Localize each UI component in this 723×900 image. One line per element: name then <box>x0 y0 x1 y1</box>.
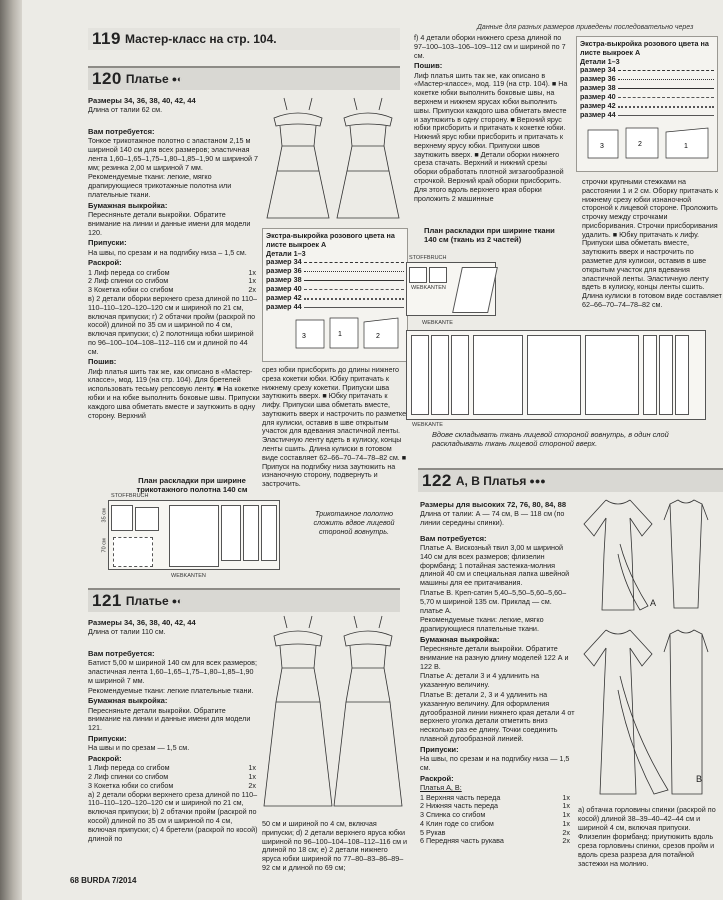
model-122-number: 122 <box>422 470 452 490</box>
cutting-heading: Раскрой: <box>88 754 122 764</box>
pattern-piece <box>221 505 241 561</box>
sewing-heading: Пошив: <box>414 61 443 71</box>
size-label: размер 34 <box>580 65 616 75</box>
model-121-title: Платье <box>125 593 169 608</box>
cut-item: 2 Лиф спинки со сгибом <box>88 276 169 286</box>
difficulty-icon: ●●● <box>529 475 546 486</box>
size-label: размер 44 <box>580 110 616 120</box>
model-120-header <box>88 66 400 90</box>
cut-item: 1 Верхняя часть переда <box>420 792 501 802</box>
model-122-cutting-continued <box>578 806 722 869</box>
allowances-heading: Припуски: <box>420 744 459 754</box>
cut-qty: 2x <box>562 836 570 846</box>
fold-label: STOFFBRUCH <box>409 255 447 261</box>
size-label: размер 34 <box>266 257 302 267</box>
pattern-text: Пересняньте детали выкройки. Обратите внимание на линии и данные имени для модели 120. <box>88 210 251 237</box>
size-label: размер 36 <box>580 74 616 84</box>
need-heading: Вам потребуется: <box>88 127 155 137</box>
sizes: Размеры 34, 36, 38, 40, 42, 44 <box>88 618 196 627</box>
cut-qty: 1x <box>248 772 256 782</box>
interfacing-text: Флизелин формбанд: приутюжить вдоль среза горловины спинки, срезов пройм и вдоль среза разреза для потайной застежки на молнию. <box>578 832 715 868</box>
extra-pattern-parts: Детали 1–3 <box>266 248 306 258</box>
magazine-page <box>22 0 723 900</box>
cut-item: 3 Кокетка юбки со сгибом <box>88 780 174 790</box>
cut-qty: 1x <box>248 267 256 277</box>
model-119-title: Мастер-класс на стр. 104. <box>124 31 277 46</box>
pattern-text: Пересняньте детали выкройки. Обратите внимание на линии и данные имени для модели 121. <box>88 705 251 733</box>
model-120-number: 120 <box>92 68 122 88</box>
cut-text: а) 2 детали оборки верхнего среза длиной по 110–110–110–120–120–120 см и шириной по 21 см, включая припуски; b) 2 обтачки пройм (раскрой по косой) длиной по 35 см и шириной по 4 см, включая припуски; с) 4 бретели (раскрой по косой) длиной по <box>88 789 258 843</box>
model-119-number: 119 <box>92 28 121 48</box>
svg-text:2: 2 <box>638 141 642 149</box>
far-right-sewing-text: строчки крупными стежками на расстоянии 1 и 2 см. Оборку притачать к нижнему срезу юбки изнаночной стороной к лицевой стороне. Проложить строчку между строчками присборивания. Строчки присборивания удалить. ■ Юбку притачать к лифу. Припуски шва обметать вместе, заутюжить вверх и настрочить по разметке для кулиски, оставив в шве открытым участок для вдевания эластичной ленты. Эластичную ленту вдеть в кулиску, концы ленты сшить. Длина кулиски в готовом виде составляет 62–66–70–74–78–82 см. <box>582 177 722 309</box>
model-120-layout-plan <box>108 493 280 579</box>
selvage-label: WEBKANTEN <box>171 573 206 579</box>
sizes: Размеры для высоких 72, 76, 80, 84, 88 <box>420 500 567 509</box>
cm-label: 35 см <box>101 508 108 523</box>
model-121-layout-heading: План раскладки при ширине ткани 140 см (ткань из 2 частей) <box>424 226 555 245</box>
cut-item: 1 Лиф переда со сгибом <box>88 763 170 773</box>
pattern-piece <box>409 267 427 283</box>
pattern-piece <box>113 537 153 567</box>
cut-text: в) 2 детали оборки верхнего среза длиной по 110–110–110–120–120–120 см и шириной по 21 см, включая припуски; г) 2 обтачки пройм (раскрой по косой) длиной по 35 см и шириной по 4 см, включая припуски; с) 2 полотнища юбки шириной по 96–100–104–108–112–116 см и длиной по 44 см. <box>88 293 257 356</box>
selvage-label: WEBKANTE <box>412 422 443 428</box>
pattern-piece <box>411 335 429 415</box>
model-120-extra-pattern-box <box>262 228 408 362</box>
pattern-piece <box>135 507 159 531</box>
pattern-pieces-thumbnail <box>580 122 714 162</box>
cutting-heading: Раскрой: <box>420 773 454 783</box>
cut-text: f) 4 детали оборки нижнего среза длиной по 97–100–103–106–109–112 см и шириной по 7 см. <box>414 33 566 60</box>
cut-qty: 1x <box>562 818 570 828</box>
model-121-dress-sketch <box>262 614 412 814</box>
size-label: размер 40 <box>580 92 616 102</box>
length: Длина от талии 62 см. <box>88 105 163 115</box>
svg-text:3: 3 <box>302 333 306 341</box>
size-label: размер 42 <box>266 293 302 303</box>
size-label: размер 38 <box>580 83 616 93</box>
pattern-piece <box>527 335 581 415</box>
cut-qty: 1x <box>562 801 570 811</box>
selvage-label: WEBKANTE <box>422 320 453 326</box>
pattern-heading: Бумажная выкройка: <box>88 696 168 706</box>
need-text: Батист 5,00 м шириной 140 см для всех размеров; эластичная лента 1,60–1,65–1,75–1,80–1,85–1,90 м шириной 7 мм. <box>88 658 257 685</box>
model-122-title: А, В Платья <box>455 473 527 488</box>
recommended-fabrics: Рекомендуемые ткани: легкие, мягко драпирующиеся плательные ткани. <box>420 615 544 634</box>
svg-text:3: 3 <box>600 143 604 151</box>
pattern-piece <box>169 505 219 567</box>
cutting-subheading: Платья А, В: <box>420 782 462 792</box>
model-121-extra-pattern-box <box>576 36 718 172</box>
pattern-heading: Бумажная выкройка: <box>88 200 168 210</box>
recommended-fabrics: Рекомендуемые ткани: легкие плательные ткани. <box>88 685 254 695</box>
cut-qty: 1x <box>562 792 570 802</box>
pattern-piece <box>451 335 469 415</box>
cut-qty: 1x <box>248 276 256 286</box>
size-label: размер 36 <box>266 266 302 276</box>
size-line <box>580 111 714 120</box>
length: Длина от талии 110 см. <box>88 627 166 637</box>
cut-row <box>420 837 570 846</box>
pattern-piece <box>431 335 449 415</box>
model-120-layout-heading: План раскладки при ширине трикотажного полотна 140 см <box>136 476 248 495</box>
model-120-sewing-continued: срез юбки присборить до длины нижнего среза кокетки юбки. Юбку притачать к нижнему срезу кокетки. Припуски шва заутюжить вверх. ■ Юбку притачать к лифу. Припуски шва обметать вместе, заутюжить вверх и настрочить по разметке для кулиски, оставив в шве открытым участок для вдевания эластичной ленты. Эластичную ленту вдеть в кулиску, концы ленты сшить. Длина кулиски в готовом виде составляет 62–66–70–74–78–82 см. ■ Припуск на подгибку низа заутюжить на изнаночную сторону, подвернуть и застрочить. <box>262 365 407 489</box>
model-121-number: 121 <box>92 590 122 610</box>
cut-item: 3 Кокетка юбки со сгибом <box>88 285 174 295</box>
sewing-text: Лиф платья шить так же, как описано в «Мастер-классе», мод. 119 (на стр. 104). ■ На кокетке юбки выполнить боковые швы, на верхнем и нижнем ярусах юбки выполнить швы. Припуски каждого шва обметать вместе и заутюжить в одну сторону. ■ Верхний ярус юбки присборить и притачать к кокетке юбки. Нижний ярус юбки присборить и притачать к верхнему ярусу юбки. Припуски швов заутюжить вверх. ■ Детали оборки нижнего среза стачать. Верхний и нижний срезы оборки обработать плотной зигзагообразной строчкой. Верхний край оборки присборить. Для этого вдоль верхнего края оборки проложить 2 машинные <box>414 70 568 203</box>
cut-qty: 2x <box>248 780 256 790</box>
model-121-layout-plan <box>406 255 496 316</box>
book-spine-shadow <box>0 0 22 900</box>
allowances-text: На швы, по срезам и на подгибку низа – 1,5 см. <box>88 247 247 257</box>
pattern-piece <box>473 335 523 415</box>
cut-item: 2 Лиф спинки со сгибом <box>88 772 169 782</box>
cut-text: а) обтачка горловины спинки (раскрой по косой) длиной 38–39–40–42–44 см и шириной 4 см, включая припуски. <box>578 805 716 832</box>
top-right-column <box>414 34 570 204</box>
cm-label: 70 см <box>101 538 108 553</box>
model-120-layout-note: Трикотажное полотно сложить вдвое лицевой стороной вовнутрь. <box>313 509 395 536</box>
sizes: Размеры 34, 36, 38, 40, 42, 44 <box>88 96 196 105</box>
cut-item: 1 Лиф переда со сгибом <box>88 267 170 277</box>
pattern-piece <box>243 505 259 561</box>
pattern-heading: Бумажная выкройка: <box>420 634 500 644</box>
need-text-a: Платье А. Вискозный твил 3,00 м шириной 140 см для всех размеров; флизелин формбанд; 1 потайная застежка-молния длиной 40 см и специальная лапка швейной машины для ее притачивания. <box>420 543 570 588</box>
selvage-label: WEBKANTEN <box>411 285 446 291</box>
size-label: размер 42 <box>580 101 616 111</box>
need-heading: Вам потребуется: <box>420 533 487 543</box>
allowances-heading: Припуски: <box>88 238 127 248</box>
svg-text:1: 1 <box>338 331 342 339</box>
pattern-text-a: Платье А: детали 3 и 4 удлинить на указанную величину. <box>420 671 540 690</box>
page-footer: 68 BURDA 7/2014 <box>70 876 137 885</box>
extra-pattern-title: Экстра-выкройка розового цвета на листе выкроек А <box>266 231 395 249</box>
model-120-instructions <box>88 96 260 421</box>
cut-item: 5 Рукав <box>420 827 446 837</box>
pattern-pieces-thumbnail <box>266 314 404 352</box>
model-119-header <box>88 28 400 50</box>
extra-pattern-title: Экстра-выкройка розового цвета на листе выкроек А <box>580 39 709 57</box>
cut-qty: 2x <box>248 285 256 295</box>
size-label: размер 38 <box>266 275 302 285</box>
model-122-header <box>418 468 723 492</box>
size-line <box>266 303 404 312</box>
pattern-piece <box>452 267 498 313</box>
svg-text:2: 2 <box>376 333 380 341</box>
model-120-dress-sketch <box>262 96 412 226</box>
length: Длина от талии: А — 74 см, В — 118 см (по линии середины спинки). <box>420 509 565 528</box>
sewing-heading: Пошив: <box>88 357 117 367</box>
need-text: Тонкое трикотажное полотно с эластаном 2,15 м шириной 140 см для всех размеров; эластичная лента 1,60–1,65–1,75–1,80–1,85–1,90 м шириной 7 мм; резинка 2,00 м шириной 7 мм. <box>88 136 258 172</box>
pattern-piece <box>659 335 673 415</box>
pattern-piece <box>675 335 689 415</box>
cut-qty: 2x <box>562 827 570 837</box>
model-121-cutting-continued: 50 см и шириной по 4 см, включая припуски; d) 2 детали верхнего яруса юбки шириной по 96–100–104–108–112–116 см и длиной по 18 см; е) 2 детали нижнего яруса юбки шириной по 77–80–83–86–89–92 см и длиной по 69 см; <box>262 819 408 872</box>
cut-item: 3 Спинка со сгибом <box>420 810 486 820</box>
model-122b-dress-sketch <box>578 624 723 802</box>
need-text-b: Платье В. Креп-сатин 5,40–5,50–5,60–5,60–5,70 м шириной 135 см. Приклад — см. платье А. <box>420 587 567 615</box>
cut-qty: 1x <box>248 763 256 773</box>
cutting-heading: Раскрой: <box>88 258 122 268</box>
model-121-fold-note: Вдове складывать ткань лицевой стороной вовнутрь, в один слой раскладывать ткань лицевой стороной вверх. <box>432 430 669 449</box>
difficulty-icon: ●◐ <box>171 595 183 606</box>
cut-qty: 1x <box>562 810 570 820</box>
dress-a-label: А <box>650 598 657 608</box>
pattern-piece <box>429 267 447 283</box>
allowances-text: На швы и по срезам — 1,5 см. <box>88 743 190 753</box>
size-label: размер 44 <box>266 302 302 312</box>
model-120-title: Платье <box>125 71 169 86</box>
model-122-instructions <box>420 500 576 846</box>
cut-item: 2 Нижняя часть переда <box>420 801 499 811</box>
pattern-text-b: Платье В: детали 2, 3 и 4 удлинить на указанную величину. Для оформления дугообразной линии нижнего края детали 4 от верхнего уголка детали отметить вниз несколько раз ее длину. Точки соединить плавной дугообразной линией. <box>420 690 575 743</box>
pattern-piece <box>643 335 657 415</box>
pattern-piece <box>585 335 639 415</box>
dress-b-label: В <box>696 774 703 784</box>
svg-text:1: 1 <box>684 143 688 151</box>
fold-label: STOFFBRUCH <box>111 493 149 499</box>
size-label: размер 40 <box>266 284 302 294</box>
extra-pattern-parts: Детали 1–3 <box>580 56 620 66</box>
model-122a-dress-sketch <box>578 494 723 618</box>
model-121-layout-plan-wide <box>406 330 706 420</box>
pattern-piece <box>111 505 133 531</box>
pattern-text: Пересняньте детали выкройки. Обратите внимание на разную длину моделей 122 А и 122 В. <box>420 644 569 671</box>
cut-item: 4 Клин годе со сгибом <box>420 818 494 828</box>
allowances-heading: Припуски: <box>88 734 127 743</box>
pattern-piece <box>261 505 277 561</box>
cut-item: 6 Передняя часть рукава <box>420 836 504 846</box>
need-heading: Вам потребуется: <box>88 649 155 659</box>
model-121-header <box>88 588 400 612</box>
allowances-text: На швы, по срезам и на подгибку низа — 1,5 см. <box>420 753 570 772</box>
sewing-text: Лиф платья шить так же, как описано в «Мастер-классе», мод. 119 (на стр. 104). Для бретелей использовать тесьму репсовую ленту. ■ На кокетке юбки и на юбке выполнить боковые швы. Припуски каждого шва обметать вместе и заутюжить в одну сторону. Верхний <box>88 366 260 420</box>
model-121-instructions <box>88 618 260 844</box>
header-note: Данные для разных размеров приведены последовательно через <box>477 24 694 31</box>
recommended-fabrics: Рекомендуемые ткани: легкие, мягко драпирующиеся трикотажные полотна или плательные ткани. <box>88 172 232 199</box>
difficulty-icon: ●◐ <box>171 73 183 84</box>
